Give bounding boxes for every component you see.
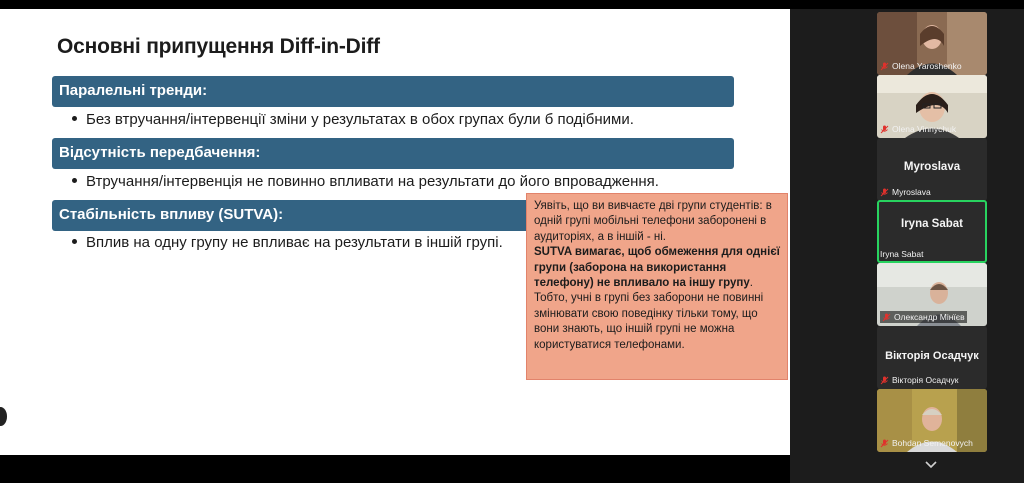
section-header-sutva: Стабільність впливу (SUTVA): <box>52 200 734 231</box>
bullet-dot <box>72 116 77 121</box>
chevron-down-icon[interactable] <box>924 458 938 470</box>
top-bar <box>0 0 1024 9</box>
participant-name-label: Олександр Мінїєв <box>880 311 967 323</box>
note-explanation: Тобто, учні в групі без заборони не повинні змінювати свою поведінку тільки тому, що вони знають, що іншій групі не можна користуватися телефонами. <box>534 292 764 351</box>
participant-tile[interactable] <box>877 263 987 326</box>
mic-muted-icon <box>880 125 889 134</box>
participant-tile[interactable] <box>877 75 987 138</box>
participant-tile[interactable] <box>877 12 987 75</box>
participant-name-label: Iryna Sabat <box>880 249 924 259</box>
participant-name-label: Bohdan Semenovych <box>880 437 975 449</box>
section-header-no-anticipation: Відсутність передбачення: <box>52 138 734 169</box>
note-bold-end: . <box>749 277 753 290</box>
participant-display-name: Myroslava <box>903 161 961 173</box>
mic-muted-icon <box>880 62 889 71</box>
bullet-parallel-trends <box>72 111 634 128</box>
mic-muted-icon <box>882 313 891 322</box>
mic-muted-icon <box>880 439 889 448</box>
participant-name-label: Вікторія Осадчук <box>880 374 960 386</box>
participant-tile[interactable] <box>877 389 987 452</box>
bullet-text: Втручання/інтервенція не повинно впливати на результати до його впровадження. <box>86 173 659 190</box>
bullet-dot <box>72 239 77 244</box>
note-intro: Уявіть, що ви вивчаєте дві групи студентів: в одній групі мобільні телефони заборонені в аудиторіях, а в іншій - ні. <box>534 200 772 243</box>
mic-muted-icon <box>880 376 889 385</box>
bottom-bar <box>0 455 790 483</box>
section-header-parallel-trends: Паралельні тренди: <box>52 76 734 107</box>
bullet-sutva <box>72 234 503 251</box>
slide-nav-handle[interactable] <box>0 407 7 426</box>
note-bold-statement: SUTVA вимагає, щоб обмеження для однієї групи (заборона на використання телефону) не впливало на іншу групу <box>534 246 780 290</box>
participant-tile[interactable] <box>877 326 987 389</box>
participant-tile[interactable] <box>877 138 987 201</box>
participants-gallery <box>790 9 1024 483</box>
bullet-text: Без втручання/інтервенції зміни у результатах в обох групах були б подібними. <box>86 111 634 128</box>
participant-display-name: Iryna Sabat <box>901 218 963 230</box>
slide-title: Основні припущення Diff-in-Diff <box>57 35 380 58</box>
participant-name-label: Olena Vinnychuk <box>880 123 958 135</box>
bullet-dot <box>72 178 77 183</box>
sutva-example-note <box>526 193 788 380</box>
participant-name-label: Myroslava <box>880 186 933 198</box>
bullet-text: Вплив на одну групу не впливає на результати в іншій групі. <box>86 234 503 251</box>
mic-muted-icon <box>880 188 889 197</box>
shared-slide <box>0 9 790 455</box>
bullet-no-anticipation <box>72 173 659 190</box>
participant-tile-active-speaker[interactable] <box>877 200 987 263</box>
participant-name-label: Olena Yaroshenko <box>880 60 964 72</box>
participant-display-name: Вікторія Осадчук <box>885 350 979 362</box>
